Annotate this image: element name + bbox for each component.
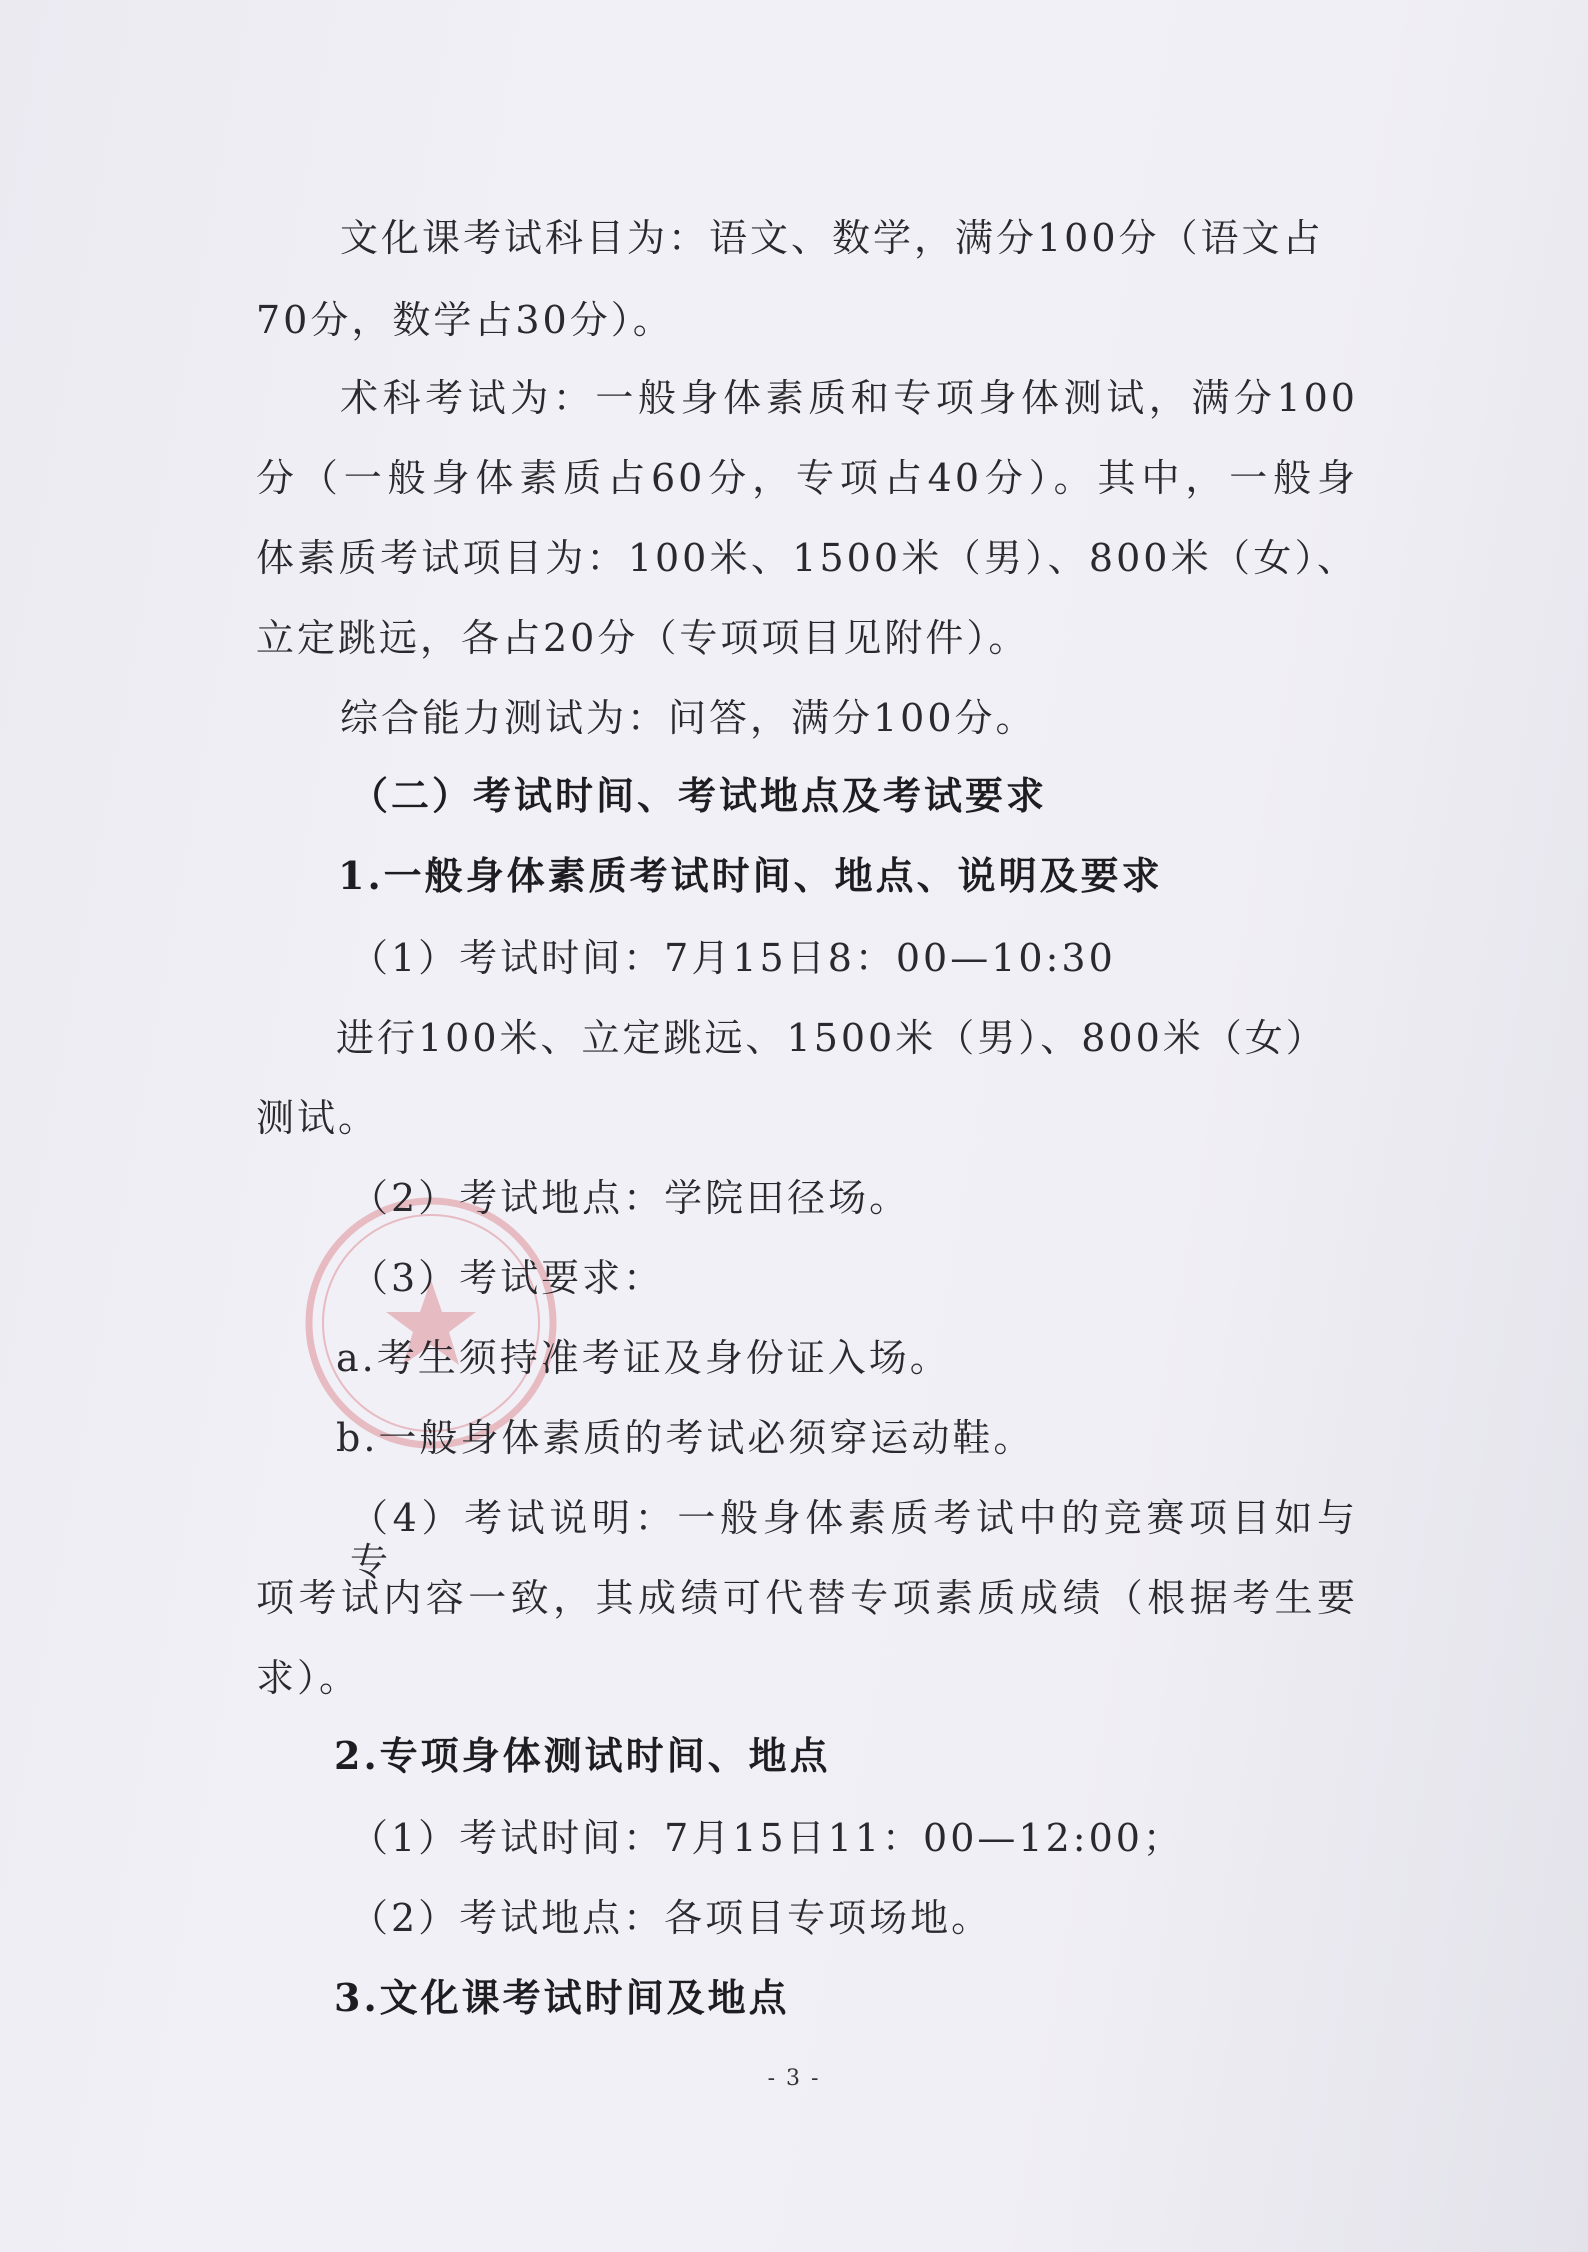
subsection-heading: 1.一般身体素质考试时间、地点、说明及要求 [338, 853, 1163, 898]
paragraph-line: （4）考试说明：一般身体素质考试中的竞赛项目如与专 [350, 1496, 1358, 1584]
subsection-heading: 3.文化课考试时间及地点 [334, 1975, 790, 2020]
paragraph-line: 70分，数学占30分）。 [256, 298, 674, 342]
paragraph-line: 进行100米、立定跳远、1500米（男）、800米（女） [336, 1016, 1327, 1060]
paragraph-line: 综合能力测试为：问答，满分100分。 [340, 696, 1037, 740]
paragraph-line: 立定跳远，各占20分（专项项目见附件）。 [256, 616, 1030, 660]
paragraph-line: 文化课考试科目为：语文、数学，满分100分（语文占 [340, 216, 1324, 260]
subsection-heading: 2.专项身体测试时间、地点 [334, 1733, 831, 1778]
paragraph-line: a.考生须持准考证及身份证入场。 [336, 1336, 951, 1380]
paragraph-line: 求）。 [256, 1656, 361, 1700]
paragraph-line: （1）考试时间：7月15日11：00—12:00； [350, 1816, 1184, 1860]
paragraph-line: （3）考试要求： [350, 1256, 665, 1300]
paragraph-line: 测试。 [256, 1096, 380, 1140]
paragraph-line: 分（一般身体素质占60分，专项占40分）。其中，一般身 [256, 456, 1358, 500]
paragraph-line: （2）考试地点：各项目专项场地。 [350, 1896, 993, 1940]
paragraph-line: （2）考试地点：学院田径场。 [350, 1176, 911, 1220]
section-heading: （二）考试时间、考试地点及考试要求 [350, 773, 1048, 818]
page-number: - 3 - [767, 2066, 821, 2091]
paragraph-line: 体素质考试项目为：100米、1500米（男）、800米（女）、 [256, 536, 1358, 580]
paragraph-line: b.一般身体素质的考试必须穿运动鞋。 [336, 1416, 1035, 1460]
paragraph-line: 术科考试为：一般身体素质和专项身体测试，满分100 [340, 376, 1358, 420]
paragraph-line: 项考试内容一致，其成绩可代替专项素质成绩（根据考生要 [256, 1576, 1358, 1620]
paragraph-line: （1）考试时间：7月15日8：00—10:30 [350, 936, 1116, 980]
